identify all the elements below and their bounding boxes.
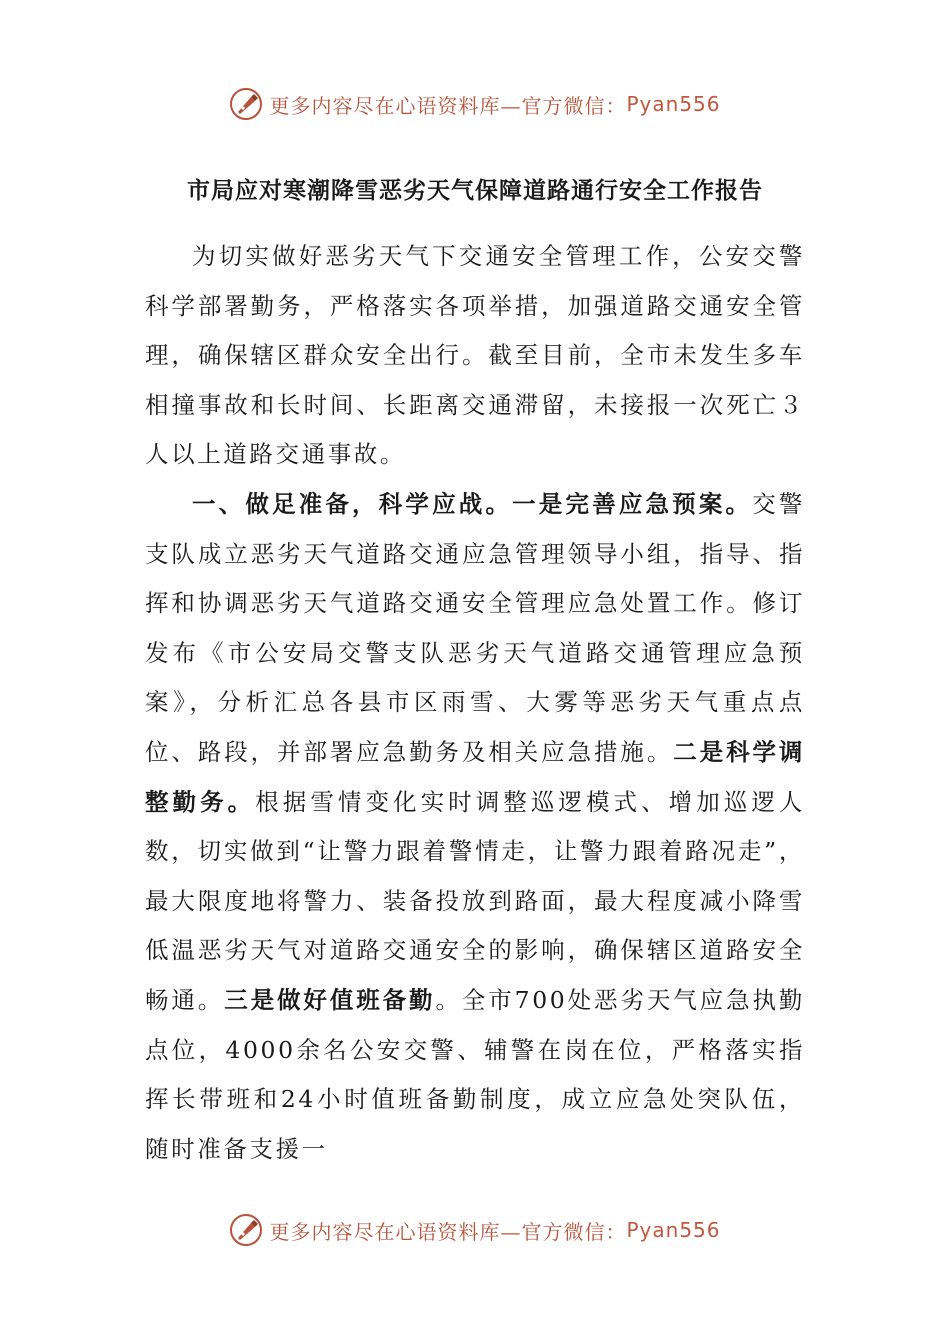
watermark-banner-bottom bbox=[0, 1210, 950, 1250]
point-2-title: 二是科学调整勤务。 bbox=[145, 737, 805, 816]
section-1-paragraph bbox=[145, 480, 805, 1174]
pen-nib-logo-icon bbox=[229, 87, 263, 121]
document-title: 市局应对寒潮降雪恶劣天气保障道路通行安全工作报告 bbox=[187, 177, 763, 204]
watermark-banner-top bbox=[0, 84, 950, 124]
point-1-text: 交警支队成立恶劣天气道路交通应急管理领导小组，指导、指挥和协调恶劣天气道路交通安全管理应急处置工作。修订发布《市公安局交警支队恶劣天气道路交通管理应急预案》，分析汇总各县市区雨雪、大雾等恶劣天气重点点位、路段，并部署应急勤务及相关应急措施。 bbox=[145, 489, 805, 766]
watermark-wechat-id: Pyan556 bbox=[626, 92, 721, 116]
point-3-text: 。全市700处恶劣天气应急执勤点位，4000余名公安交警、辅警在岗在位，严格落实指挥长带班和24小时值班备勤制度，成立应急处突队伍，随时准备支援一 bbox=[145, 985, 805, 1163]
document-body bbox=[145, 232, 805, 1174]
watermark-wechat-id: Pyan556 bbox=[626, 1218, 721, 1242]
section-1-heading: 一、做足准备，科学应战。 bbox=[192, 489, 513, 518]
point-3-title: 三是做好值班备勤 bbox=[224, 985, 436, 1014]
intro-paragraph: 为切实做好恶劣天气下交通安全管理工作，公安交警科学部署勤务，严格落实各项举措，加强道路交通安全管理，确保辖区群众安全出行。截至目前，全市未发生多车相撞事故和长时间、长距离交通滞留，未接报一次死亡３人以上道路交通事故。 bbox=[145, 242, 805, 469]
point-1-title: 一是完善应急预案。 bbox=[512, 489, 753, 518]
pen-nib-logo-icon bbox=[229, 1213, 263, 1247]
point-2-text: 根据雪情变化实时调整巡逻模式、增加巡逻人数，切实做到“让警力跟着警情走，让警力跟着路况走”，最大限度地将警力、装备投放到路面，最大程度减小降雪低温恶劣天气对道路交通安全的影响，确保辖区道路安全畅通。 bbox=[145, 787, 806, 1014]
watermark-text: 更多内容尽在心语资料库—官方微信： bbox=[269, 1219, 627, 1244]
watermark-text: 更多内容尽在心语资料库—官方微信： bbox=[269, 93, 627, 118]
